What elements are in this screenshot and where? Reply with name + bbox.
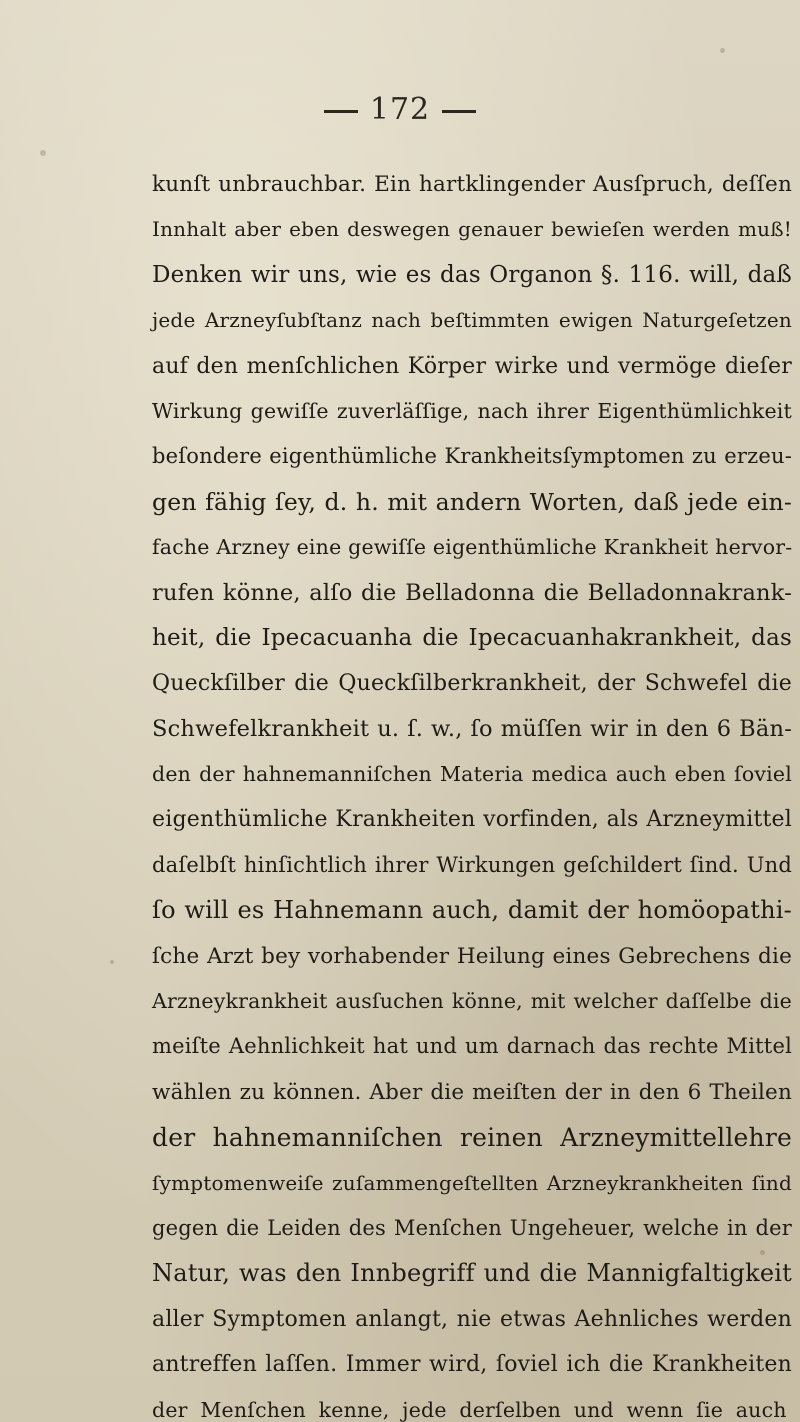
text-line: Queckſilber die Queckſilberkrankheit, der Schwefel die [152,671,792,697]
text-line: Arzneykrankheit ausſuchen könne, mit welcher daſſelbe die [152,989,792,1014]
paper-spot [720,48,725,53]
text-line: Wirkung gewiſſe zuverläſſige, nach ihrer Eigenthümlichkeit [152,398,792,423]
text-line: jede Arzneyſubſtanz nach beſtimmten ewigen Naturgeſetzen [152,308,792,333]
text-line: eigenthümliche Krankheiten vorfinden, als Arzneymittel [152,807,792,833]
paper-spot [40,150,46,156]
text-line: Natur, was den Innbegriff und die Mannigfaltigkeit [152,1259,792,1288]
page-number-dash-right [442,110,476,113]
text-line: Schwefelkrankheit u. ſ. w., ſo müſſen wir in den 6 Bän- [152,715,792,742]
text-line: den der hahnemanniſchen Materia medica auch eben ſoviel [152,762,792,787]
text-line: aller Symptomen anlangt, nie etwas Aehnliches werden [152,1306,792,1332]
text-line: beſondere eigenthümliche Krankheitsſymptomen zu erzeu- [152,444,792,469]
text-line: der hahnemanniſchen reinen Arzneymittellehre [152,1123,792,1153]
text-line: Innhalt aber eben deswegen genauer bewieſen werden muß! [152,217,792,242]
text-line: meiſte Aehnlichkeit hat und um darnach das rechte Mittel [152,1034,792,1059]
text-line: fache Arzney eine gewiſſe eigenthümliche Krankheit hervor- [152,535,793,560]
text-line: auf den menſchlichen Körper wirke und vermöge dieſer [152,353,792,379]
text-line: rufen könne, alſo die Belladonna die Belladonnakrank- [152,579,792,606]
text-line: ſo will es Hahnemann auch, damit der homöopathi- [152,896,792,925]
page-number [300,92,500,127]
text-line: wählen zu können. Aber die meiſten der in den 6 Theilen [152,1079,792,1105]
text-line: daſelbſt hinſichtlich ihrer Wirkungen geſchildert ſind. Und [152,852,792,877]
text-line: kunſt unbrauchbar. Ein hartklingender Ausſpruch, deſſen [152,172,792,197]
body-text [152,162,792,1422]
page-number-value: 172 [369,92,431,127]
text-line: der Menſchen kenne, jede derſelben und wenn ſie auch [152,1397,787,1422]
text-line: ſche Arzt bey vorhabender Heilung eines Gebrechens die [152,943,792,969]
text-line: gen fähig ſey, d. h. mit andern Worten, daß jede ein- [152,487,792,516]
text-line: ſymptomenweiſe zuſammengeſtellten Arzneykrankheiten ſind [152,1170,792,1195]
paper-spot [110,960,114,964]
page-number-dash-left [324,110,358,113]
text-line: Denken wir uns, wie es das Organon §. 116. will, daß [152,261,792,288]
text-line: heit, die Ipecacuanha die Ipecacuanhakrankheit, das [152,624,792,651]
text-line: antreffen laſſen. Immer wird, ſoviel ich die Krankheiten [152,1352,792,1378]
text-line: gegen die Leiden des Menſchen Ungeheuer, welche in der [152,1215,792,1240]
